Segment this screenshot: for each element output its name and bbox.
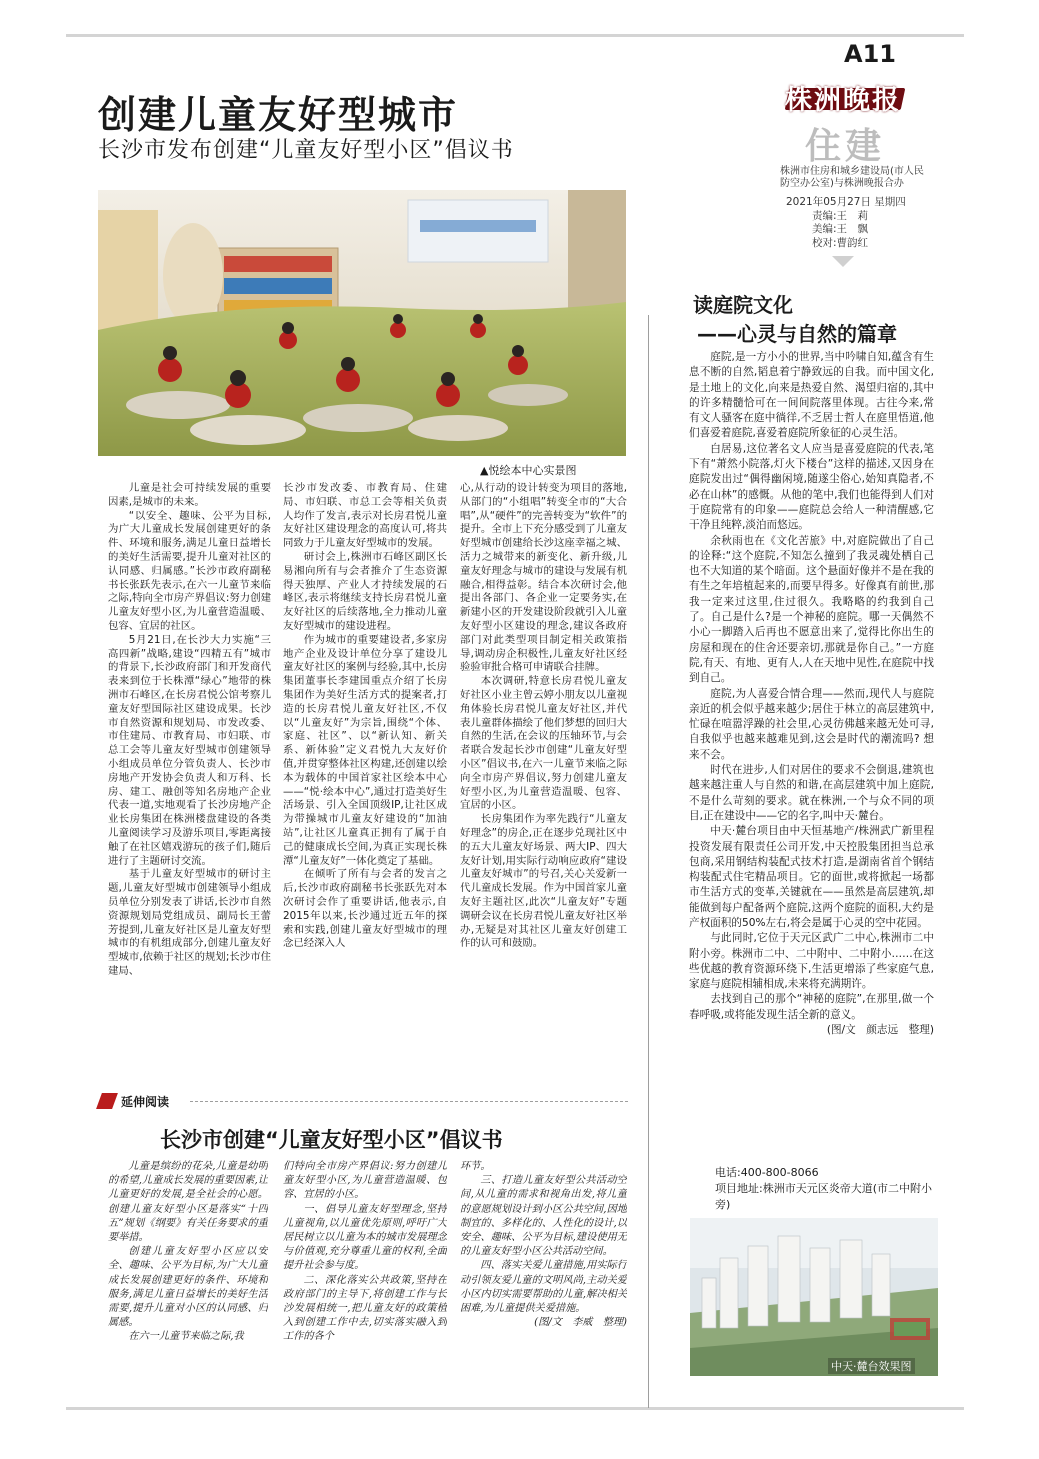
paragraph: 一、倡导儿童友好型理念,坚持儿童视角,以儿童优先原则,呼吁广大居民树立以儿童为本的城市发展理念与价值观,充分尊重儿童的权利,全面提升社会参与度。 [283, 1203, 447, 1272]
paragraph: 四、落实关爱儿童措施,用实际行动引领友爱儿童的文明风尚,主动关爱小区内切实需要帮助的儿童,解决相关困难,为儿童提供关爱措施。 [460, 1260, 627, 1315]
sponsor-line: 株洲市住房和城乡建设局(市人民防空办公室)与株洲晚报合办 [780, 166, 924, 189]
article-column-2 [283, 482, 447, 1078]
project-address: 项目地址:株洲市天元区炎帝大道(市二中附小旁) [715, 1182, 932, 1211]
proposal-column-3 [460, 1160, 627, 1386]
newspaper-logo [779, 78, 907, 116]
main-subheadline: 长沙市发布创建“儿童友好型小区”倡议书 [98, 138, 514, 163]
paragraph: 基于儿童友好型城市的研讨主题,儿童友好型城市创建领导小组成员单位分别发表了讲话,长沙市自然资源规划局党组成员、副局长王蕾芳提到,儿童友好社区是儿童友好型城市的有机组成部分,创建儿童友好型城市,依赖于社区的规划;长沙市住建局、 [108, 868, 271, 977]
rendering-illustration [690, 1218, 938, 1376]
extended-reading-label: 延伸阅读 [121, 1095, 170, 1109]
author-credit: (图/文 李威 整理) [534, 1317, 627, 1329]
paragraph: 余秋雨也在《文化苦旅》中,对庭院做出了自己的诠释:“这个庭院,不知怎么撞到了我灵魂处栖自己也不大知道的某个暗面。这个悬面好像并不是在我的有生之年培植起来的,而要早得多。好像真有前世,那我一定来过这里,住过很久。我略略的约我到自己了。自己是什么?是一个神秘的庭院。哪一天偶然不小心一脚踏入后再也不愿意出来了,觉得比你出生的房屋和现在的住舍还要亲切,那就是你自己。”一方庭院,有天、有地、更有人,人在天地中见性,在庭院中找到自己。 [689, 534, 934, 685]
paragraph: 中天·麓台项目由中天恒基地产/株洲武广新里程投资发展有限责任公司开发,中天控股集团担当总承包商,采用钢结构装配式技术打造,是湖南省首个钢结构装配式住宅精品项目。它的面世,或将掀起一场都市生活方式的变革,关键就在——虽然是高层建筑,却能做到每户配备两个庭院,这两个庭院的面积,大约是产权面积的50%左右,将会是属于心灵的空中花园。 [689, 825, 934, 929]
paragraph: 庭院,是一方小小的世界,当中吟啸自知,蕴含有生息不断的自然,韬息着宁静致远的自我。而中国文化,是土地上的文化,向来是热爱自然、渴望归宿的,其中的许多精髓恰可在一间间院落里体现。古往今来,常有文人骚客在庭中徜徉,不乏居士哲人在庭里悟道,他们喜爱着庭院,喜爱着庭院所象征的心灵生活。 [689, 351, 934, 440]
editor-credit: 责编:王 莉 [812, 209, 869, 222]
paragraph: 庭院,为人喜爱合情合理——然而,现代人与庭院亲近的机会似乎越来越少;居住于林立的高层建筑中,忙碌在喧嚣浮躁的社会里,心灵彷佛越来越无处可寻,自我似乎也越来越难见到,这会是时代的潮流吗? 想来不会。 [689, 687, 934, 761]
project-rendering-image [690, 1218, 938, 1376]
extended-reading-tag [99, 1092, 189, 1110]
bottom-rule [66, 1407, 964, 1410]
masthead-pointer [832, 256, 854, 267]
paragraph: 与此同时,它位于天元区武广二中心,株洲市二中附小旁。株洲市二中、二中附中、二中附小……在这些优越的教育资源环绕下,生活更增添了些家庭气息,家庭与庭院相辅相成,未来将充满期许。 [689, 932, 934, 991]
photo-caption: ▲悦绘本中心实景图 [480, 464, 577, 477]
column-divider [648, 315, 649, 1408]
proposal-headline: 长沙市创建“儿童友好型小区”倡议书 [160, 1128, 503, 1152]
paragraph: 们特向全市房产界倡议:努力创建儿童友好型小区,为儿童营造温暖、包容、宜居的小区。 [283, 1161, 447, 1201]
paragraph: 三、打造儿童友好型公共活动空间,从儿童的需求和视角出发,将儿童的意愿规划设计到小区公共空间,因地制宜的、多样化的、人性化的设计,以安全、趣味、公平为目标,建设使用无的儿童友好型小区公共活动空间。 [460, 1175, 627, 1258]
paragraph: 本次调研,特意长房君悦儿童友好社区小业主曾云婷小朋友以儿童视角体验长房君悦儿童友好社区,并代表儿童群体描绘了他们梦想的回归大自然的生活,在会议的压轴环节,与会者联合发起长沙市创建“儿童友好型小区”倡议书,在六一儿童节来临之际向全市房产界倡议,努力创建儿童友好型小区,为儿童营造温暖、包容、宜居的小区。 [460, 675, 627, 812]
article-column-1 [108, 482, 271, 1078]
paragraph: 环节。 [460, 1161, 491, 1172]
paragraph: 儿童是社会可持续发展的重要因素,是城市的未来。 [108, 482, 271, 508]
paragraph: 在倾听了所有与会者的发言之后,长沙市政府副秘书长张跃先对本次研讨会作了重要讲话,他表示,自2015年以来,长沙通过近五年的探索和实践,创建儿童友好型城市的理念已经深入人 [283, 868, 447, 950]
paragraph: 研讨会上,株洲市石峰区副区长易湘向所有与会者推介了生态资源得天独厚、产业人才持续发展的石峰区,表示将继续支持长房君悦儿童友好社区的后续落地,全力推动儿童友好型城市的建设进程。 [283, 550, 447, 632]
paragraph: 白居易,这位著名文人应当是喜爱庭院的代表,笔下有“萧然小院落,灯火下楼台”这样的描述,又因身在庭院发出过“偶得幽闲境,随遂尘俗心,始知真隐者,不必在山林”的感慨。从他的笔中,我们也能得到人们对于庭院常有的印象——庭院总会给人一种清醒感,它干净且纯粹,淡泊而悠远。 [689, 442, 934, 532]
picture-book-center-photo [98, 190, 626, 456]
project-contact [715, 1165, 937, 1213]
sidebar-title-line2: ——心灵与自然的篇章 [697, 322, 897, 346]
sidebar-title-line1: 读庭院文化 [693, 293, 793, 317]
section-divider [190, 1101, 628, 1102]
sidebar-article [689, 350, 934, 1160]
proposal-column-2 [283, 1160, 447, 1386]
top-rule [66, 34, 964, 37]
phone-number: 电话:400-800-8066 [715, 1166, 819, 1179]
issue-date: 2021年05月27日 星期四 [786, 196, 906, 208]
paragraph: 长房集团作为率先践行“儿童友好理念”的房企,正在逐步兑现社区中的五大儿童友好场景、两大IP、四大友好计划,用实际行动响应政府“建设儿童友好城市”的号召,关心关爱新一代儿童成长发展。作为中国首家儿童友好主题社区,此次“儿童友好”专题调研会议在长房君悦儿童友好社区举办,无疑是对其社区儿童友好创建工作的认可和鼓励。 [460, 813, 627, 950]
paragraph: 创建儿童友好型小区应以安全、趣味、公平为目标,为广大儿童成长发展创建更好的条件、环境和服务,满足儿童日益增长的美好生活需要,提升儿童对小区的认同感、归属感。 [108, 1246, 268, 1329]
masthead-meta [786, 196, 906, 250]
paragraph: 在六一儿童节来临之际,我 [128, 1331, 244, 1343]
designer-credit: 美编:王 飘 [812, 223, 869, 235]
author-credit: (图/文 颜志远 整理) [826, 1024, 934, 1037]
section-title: 住建 [804, 126, 885, 167]
paragraph: 二、深化落实公共政策,坚持在政府部门的主导下,将创建工作与长沙发展相统一,把儿童友好的政策植入到创建工作中去,切实落实融入到工作的各个 [283, 1274, 447, 1343]
proofreader-credit: 校对:曹韵红 [812, 236, 869, 249]
article-column-3 [460, 482, 627, 1078]
paragraph: 作为城市的重要建设者,多家房地产企业及设计单位分享了建设儿童友好社区的案例与经验,其中,长房集团董事长李建国重点介绍了长房集团作为美好生活方式的提案者,打造的长房君悦儿童友好社区,不仅以“儿童友好”为宗旨,围绕“个体、家庭、社区”、以“新认知、新关系、新体验”定义君悦九大友好价值,并贯穿整体社区构建,还创建以绘本为载体的中国首家社区绘本中心——“悦·绘本中心”,通过打造美好生活场景、引入全国顶级IP,让社区成为带操城市儿童友好建设的“加油站”,让社区儿童真正拥有了属于自己的健康成长空间,为真正实现长株潭“儿童友好”一体化奠定了基础。 [283, 633, 447, 867]
paragraph: 时代在进步,人们对居住的要求不会倒退,建筑也越来越注重人与自然的和谐,在高层建筑中加上庭院,不是什么苛刻的要求。就在株洲,一个与众不同的项目,正在建设中——它的名字,叫中天·麓台。 [689, 764, 934, 822]
paragraph: 5月21日,在长沙大力实施“三高四新”战略,建设“四精五有”城市的背景下,长沙政府部门和开发商代表来到位于长株潭“绿心”地带的株洲市石峰区,在长房君悦公馆考察儿童友好型国际社区建设成果。长沙市自然资源和规划局、市发改委、市住建局、市教育局、市妇联、市总工会等儿童友好型城市创建领导小组成员单位分管负责人、长沙市房地产开发协会负责人和万科、长房、建工、融创等知名房地产企业代表一道,实地观看了长沙房地产企业长房集团在株洲楼盘建设的各类儿童阅读学习及游乐项目,零距离接触了在社区嬉戏游玩的孩子们,随后进行了主题研讨交流。 [108, 633, 271, 867]
rendering-caption: 中天·麓台效果图 [828, 1358, 915, 1374]
paragraph: 心,从行动的设计转变为项目的落地,从部门的“小组唱”转变全市的“大合唱”,从“硬件”的完善转变为“软件”的提升。全市上下充分感受到了儿童友好型城市创建给长沙这座幸福之城、活力之城带来的新变化、新升级,儿童友好理念与城市的建设与发展有机融合,相得益彰。结合本次研讨会,他提出各部门、各企业一定要务实,在新建小区的开发建设阶段就引入儿童友好型小区建设的理念,建议各政府部门对此类型项目制定相关政策指导,调动房企积极性,儿童友好社区经验验审批合格可申请联合挂牌。 [460, 482, 627, 674]
pen-icon [96, 1093, 118, 1109]
paragraph: “以安全、趣味、公平为目标,为广大儿童成长发展创建更好的条件、环境和服务,满足儿童日益增长的美好生活需要,提升儿童对社区的认同感、归属感。”长沙市政府副秘书长张跃先表示,在六一儿童节来临之际,特向全市房产界倡议:努力创建儿童友好型小区,为儿童营造温暖、包容、宜居的社区。 [108, 509, 271, 632]
paragraph: 去找到自己的那个“神秘的庭院”,在那里,做一个春呼吸,或将能发现生活全新的意义。 [689, 993, 934, 1021]
page-number: A11 [844, 40, 896, 68]
paragraph: 儿童是缤纷的花朵,儿童是幼明的希望,儿童成长发展的重要因素,让儿童更好的发展,是全社会的心愿。创建儿童友好型小区是落实“十四五”规划《纲要》有关任务要求的重要举措。 [108, 1161, 268, 1244]
main-headline: 创建儿童友好型城市 [98, 93, 459, 137]
photo-illustration [98, 190, 626, 456]
sidebar-headline [693, 291, 897, 349]
logo-text: 株洲晚报 [785, 85, 901, 116]
proposal-column-1 [108, 1160, 268, 1386]
paragraph: 长沙市发改委、市教育局、住建局、市妇联、市总工会等相关负责人均作了发言,表示对长房君悦儿童友好社区建设理念的高度认可,将共同致力于儿童友好型城市的发展。 [283, 482, 447, 550]
